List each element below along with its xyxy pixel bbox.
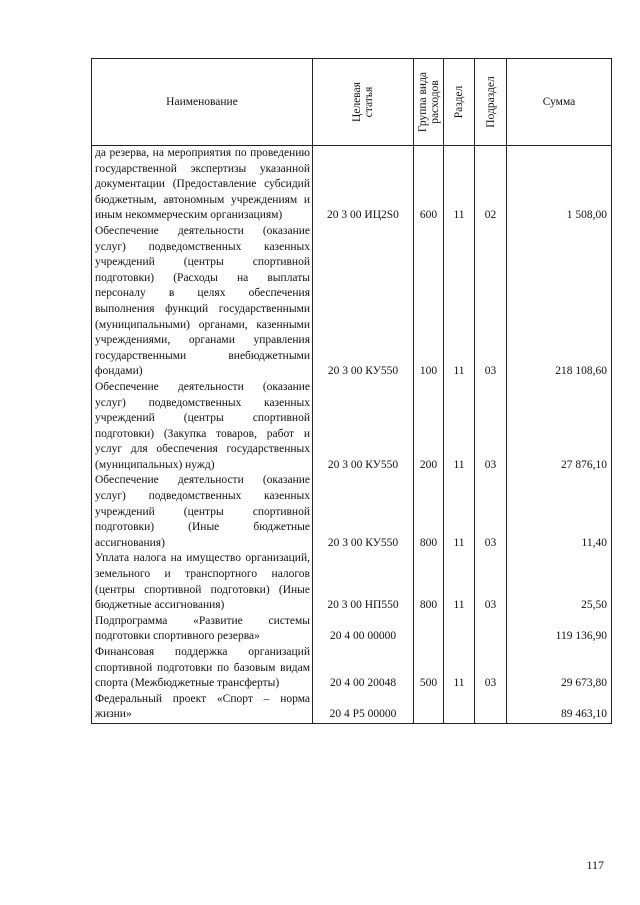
page-number: 117 bbox=[586, 858, 604, 872]
row-sum-value: 29 673,80 bbox=[561, 677, 607, 690]
row-sum bbox=[507, 645, 612, 692]
row-code-value: 20 3 00 ИЦ2S0 bbox=[327, 209, 399, 222]
row-sum bbox=[507, 380, 612, 474]
row-subsection bbox=[475, 645, 507, 692]
row-code-value: 20 4 00 00000 bbox=[329, 630, 397, 643]
header-group: Группа вида расходов bbox=[414, 59, 444, 146]
table-row bbox=[92, 645, 612, 692]
row-subsection-value: 03 bbox=[484, 599, 497, 612]
row-subsection-value: 02 bbox=[484, 209, 497, 222]
row-subsection-value: 03 bbox=[484, 458, 497, 471]
row-sum-value: 119 136,90 bbox=[555, 630, 607, 643]
table-row bbox=[92, 473, 612, 551]
row-group bbox=[414, 146, 444, 224]
row-section-value: 11 bbox=[453, 677, 465, 690]
row-section bbox=[444, 692, 475, 724]
budget-table bbox=[91, 58, 612, 724]
row-sum bbox=[507, 614, 612, 645]
row-section bbox=[444, 473, 475, 551]
table-header-row bbox=[92, 59, 612, 146]
row-sum bbox=[507, 551, 612, 613]
row-sum bbox=[507, 473, 612, 551]
row-group bbox=[414, 224, 444, 380]
row-subsection-value: 03 bbox=[484, 365, 497, 378]
table-row bbox=[92, 380, 612, 474]
row-sum bbox=[507, 692, 612, 724]
row-group bbox=[414, 551, 444, 613]
row-code bbox=[313, 645, 414, 692]
row-sum-value: 25,50 bbox=[581, 599, 607, 612]
row-code bbox=[313, 380, 414, 474]
row-section bbox=[444, 551, 475, 613]
row-sum-value: 89 463,10 bbox=[561, 708, 607, 721]
row-code-value: 20 4 P5 00000 bbox=[329, 708, 397, 721]
row-name: Уплата налога на имущество организаций, земельного и транспортного налогов (центры спортивной подготовки) (Иные бюджетные ассигнования) bbox=[92, 551, 313, 613]
row-subsection bbox=[475, 614, 507, 645]
row-code bbox=[313, 551, 414, 613]
row-section bbox=[444, 224, 475, 380]
row-group bbox=[414, 692, 444, 724]
row-subsection-value: 03 bbox=[484, 677, 497, 690]
row-name: Финансовая поддержка организаций спортивной подготовки по базовым видам спорта (Межбюджетные трансферты) bbox=[92, 645, 313, 692]
row-name: Обеспечение деятельности (оказание услуг) подведомственных казенных учреждений (центры спортивной подготовки) (Закупка товаров, работ и услуг для обеспечения государственных (муниципальных) нужд) bbox=[92, 380, 313, 474]
row-section-value: 11 bbox=[453, 599, 465, 612]
row-sum bbox=[507, 224, 612, 380]
row-section bbox=[444, 614, 475, 645]
row-group bbox=[414, 645, 444, 692]
row-section-value: 11 bbox=[453, 209, 465, 222]
row-code-value: 20 3 00 КУ550 bbox=[327, 536, 399, 549]
row-code-value: 20 3 00 КУ550 bbox=[327, 365, 399, 378]
row-sum-value: 218 108,60 bbox=[555, 365, 607, 378]
row-subsection bbox=[475, 692, 507, 724]
table-row bbox=[92, 614, 612, 645]
row-code bbox=[313, 224, 414, 380]
row-code bbox=[313, 146, 414, 224]
row-section bbox=[444, 146, 475, 224]
row-group-value: 800 bbox=[419, 599, 438, 612]
row-section-value: 11 bbox=[453, 458, 465, 471]
header-section: Раздел bbox=[444, 59, 475, 146]
row-subsection bbox=[475, 146, 507, 224]
row-group-value: 200 bbox=[419, 458, 438, 471]
row-subsection bbox=[475, 473, 507, 551]
row-code bbox=[313, 473, 414, 551]
row-section-value: 11 bbox=[453, 536, 465, 549]
table-row bbox=[92, 224, 612, 380]
row-group-value: 600 bbox=[419, 209, 438, 222]
header-code: Целевая статья bbox=[313, 59, 414, 146]
header-subsection: Подраздел bbox=[475, 59, 507, 146]
row-name: Обеспечение деятельности (оказание услуг) подведомственных казенных учреждений (центры спортивной подготовки) (Расходы на выплаты персоналу в целях обеспечения выполнения функций государственными (муниципальными) органами, казенными учреждениями, органами управления государственными внебюджетными фондами) bbox=[92, 224, 313, 380]
row-group bbox=[414, 473, 444, 551]
row-subsection bbox=[475, 380, 507, 474]
row-code bbox=[313, 614, 414, 645]
row-sum bbox=[507, 146, 612, 224]
row-section bbox=[444, 645, 475, 692]
table-row bbox=[92, 551, 612, 613]
row-code-value: 20 3 00 КУ550 bbox=[327, 458, 399, 471]
row-sum-value: 27 876,10 bbox=[561, 458, 607, 471]
table-row bbox=[92, 146, 612, 224]
row-section bbox=[444, 380, 475, 474]
header-name: Наименование bbox=[92, 59, 313, 146]
row-group-value: 800 bbox=[419, 536, 438, 549]
row-subsection bbox=[475, 224, 507, 380]
row-subsection bbox=[475, 551, 507, 613]
row-sum-value: 11,40 bbox=[581, 536, 607, 549]
row-code-value: 20 4 00 20048 bbox=[329, 677, 397, 690]
row-name: Федеральный проект «Спорт – норма жизни» bbox=[92, 692, 313, 724]
table-row bbox=[92, 692, 612, 724]
row-code-value: 20 3 00 НП550 bbox=[327, 599, 399, 612]
row-section-value: 11 bbox=[453, 365, 465, 378]
row-group-value: 500 bbox=[419, 677, 438, 690]
row-name: Обеспечение деятельности (оказание услуг) подведомственных казенных учреждений (центры спортивной подготовки) (Иные бюджетные ассигнования) bbox=[92, 473, 313, 551]
header-sum: Сумма bbox=[507, 59, 612, 146]
row-group-value: 100 bbox=[419, 365, 438, 378]
row-group bbox=[414, 614, 444, 645]
row-code bbox=[313, 692, 414, 724]
row-name: да резерва, на мероприятия по проведению государственной экспертизы указанной документации (Предоставление субсидий бюджетным, автономным учреждениям и иным некоммерческим организациям) bbox=[92, 146, 313, 224]
row-name: Подпрограмма «Развитие системы подготовки спортивного резерва» bbox=[92, 614, 313, 645]
row-subsection-value: 03 bbox=[484, 536, 497, 549]
row-group bbox=[414, 380, 444, 474]
row-sum-value: 1 508,00 bbox=[566, 209, 607, 222]
